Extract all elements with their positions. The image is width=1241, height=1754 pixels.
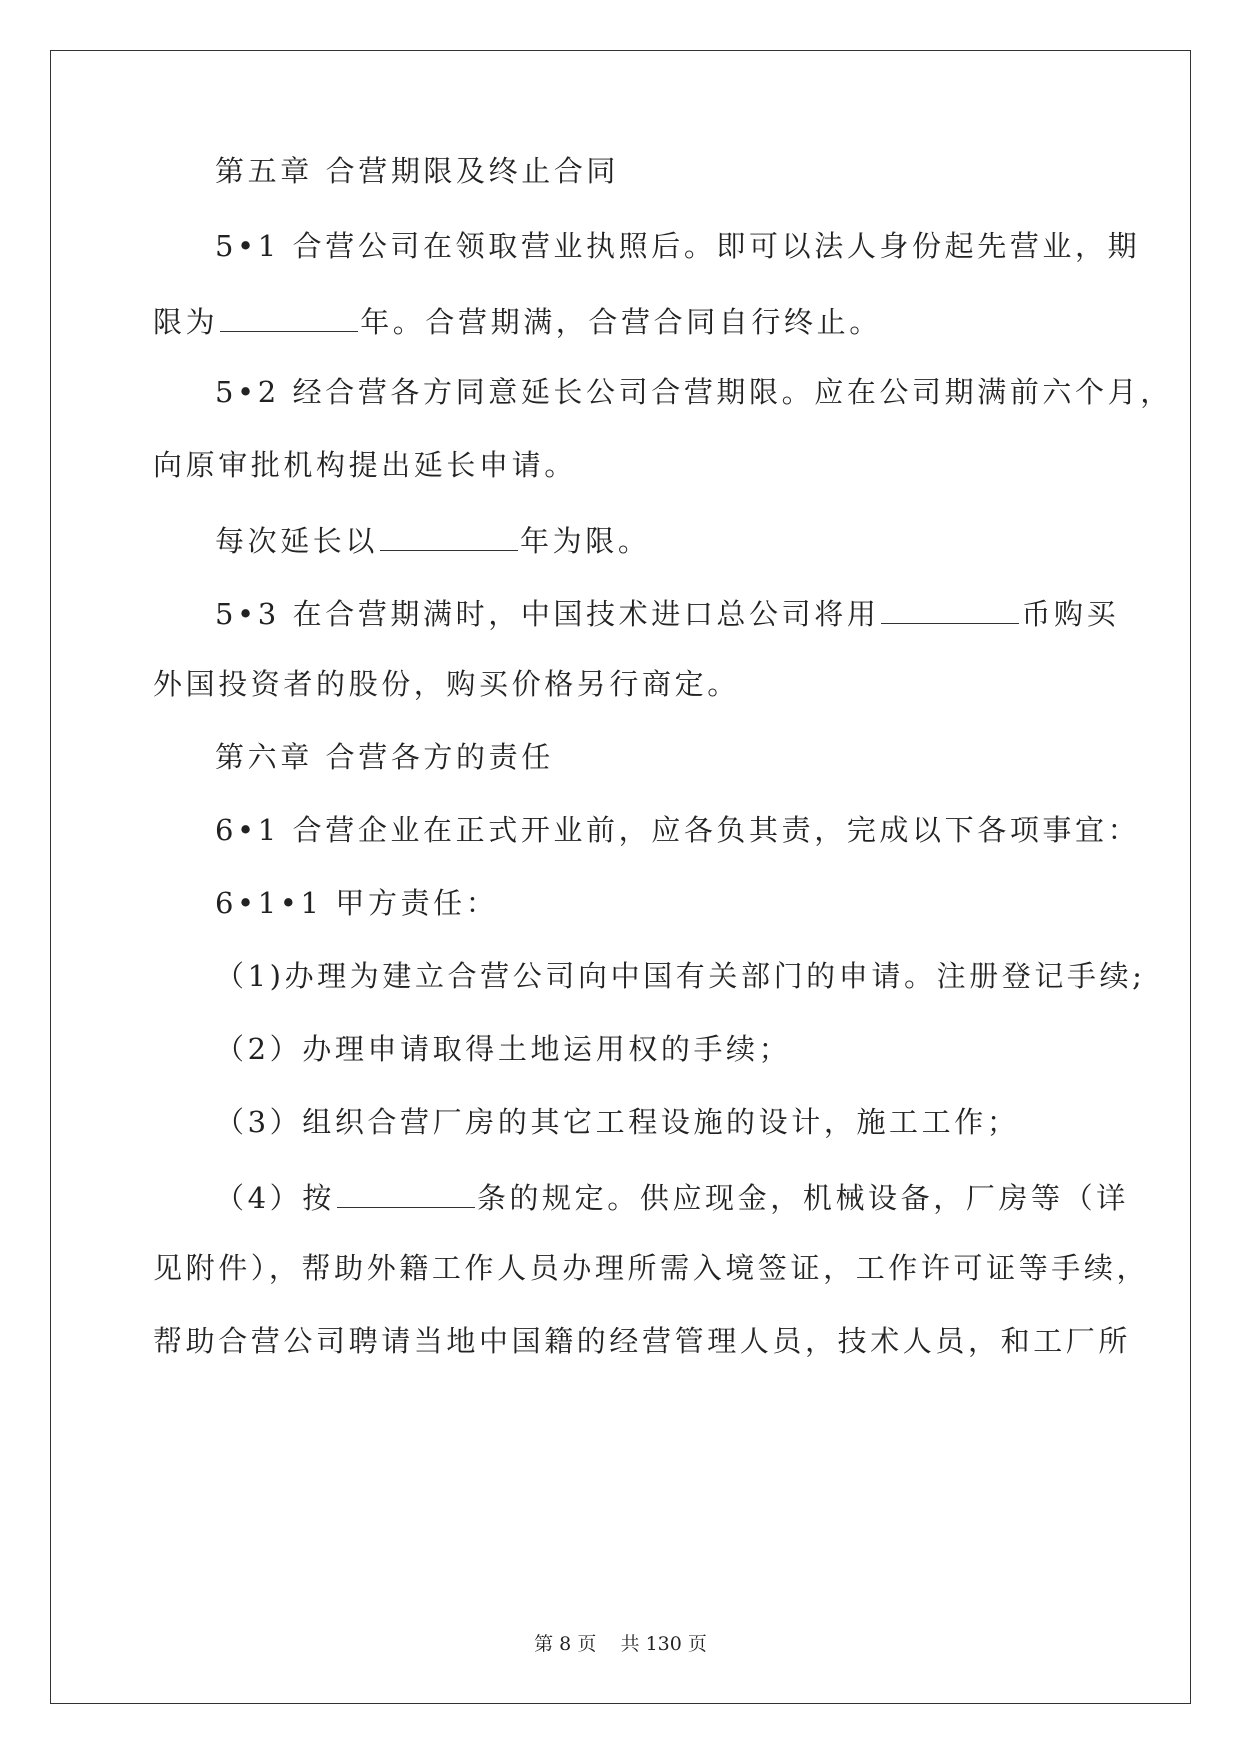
text-segment: 年。合营期满，合营合同自行终止。 xyxy=(360,305,882,339)
item-4-line-1 xyxy=(215,1181,1129,1213)
page-footer xyxy=(0,1635,1241,1654)
page-suffix: 页 xyxy=(577,1633,597,1655)
text-segment: 5•3 在合营期满时，中国技术进口总公司将用 xyxy=(215,597,880,631)
clause-5-3-line-1 xyxy=(215,597,1119,629)
clause-5-1-line-2 xyxy=(153,305,882,337)
clause-5-2-line-2: 向原审批机构提出延长申请。 xyxy=(153,448,577,482)
page-number: 8 xyxy=(559,1633,572,1655)
text-segment: 条的规定。供应现金，机械设备，厂房等（详 xyxy=(476,1181,1129,1215)
clause-5-2-line-1: 5•2 经合营各方同意延长公司合营期限。应在公司期满前六个月， xyxy=(215,375,1173,409)
clause-5-1-line-1: 5•1 合营公司在领取营业执照后。即可以法人身份起先营业，期 xyxy=(215,229,1141,263)
text-segment: 年为限。 xyxy=(520,524,651,558)
clause-5-2-line-3 xyxy=(215,524,650,556)
page-prefix: 第 xyxy=(534,1633,554,1655)
text-segment: 币购买 xyxy=(1021,597,1120,631)
total-number: 130 xyxy=(645,1633,682,1655)
clause-6-1-1: 6•1•1 甲方责任： xyxy=(215,886,499,920)
blank-field xyxy=(337,1181,475,1208)
chapter-5-heading: 第五章 合营期限及终止合同 xyxy=(215,154,620,188)
blank-field xyxy=(220,305,358,332)
total-prefix: 共 xyxy=(620,1633,640,1655)
item-1: （1)办理为建立合营公司向中国有关部门的申请。注册登记手续; xyxy=(215,959,1146,993)
item-4-line-3: 帮助合营公司聘请当地中国籍的经营管理人员，技术人员，和工厂所 xyxy=(153,1324,1132,1358)
item-4-line-2: 见附件），帮助外籍工作人员办理所需入境签证，工作许可证等手续， xyxy=(153,1251,1150,1285)
clause-6-1: 6•1 合营企业在正式开业前，应各负其责，完成以下各项事宜： xyxy=(215,813,1141,847)
item-2: （2）办理申请取得土地运用权的手续； xyxy=(215,1032,792,1066)
blank-field xyxy=(380,524,518,551)
item-3: （3）组织合营厂房的其它工程设施的设计，施工工作； xyxy=(215,1105,1020,1139)
clause-5-3-line-2: 外国投资者的股份，购买价格另行商定。 xyxy=(153,667,740,701)
total-suffix: 页 xyxy=(687,1633,707,1655)
text-segment: （4）按 xyxy=(215,1181,335,1215)
chapter-6-heading: 第六章 合营各方的责任 xyxy=(215,740,554,774)
text-segment: 每次延长以 xyxy=(215,524,379,558)
text-segment: 限为 xyxy=(153,305,219,339)
page-border xyxy=(50,50,1191,1704)
blank-field xyxy=(881,597,1019,624)
